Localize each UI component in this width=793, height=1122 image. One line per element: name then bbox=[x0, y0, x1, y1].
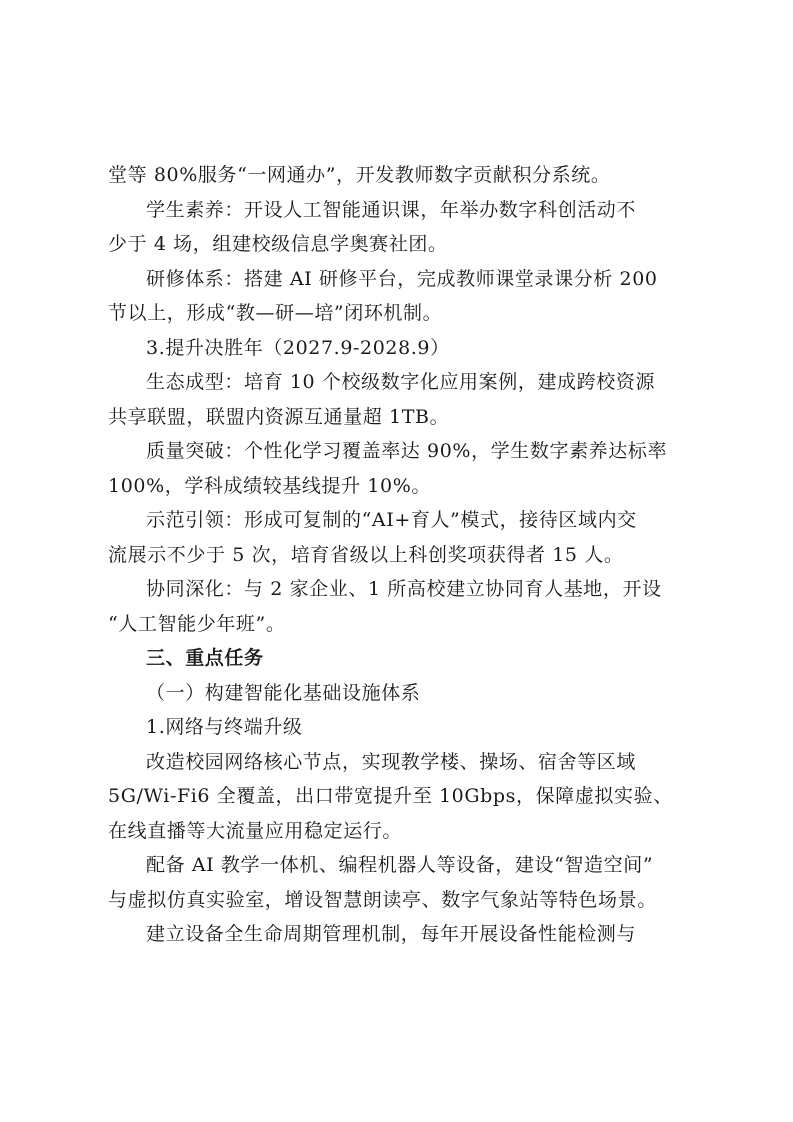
paragraph-start-line: 学生素养：开设人工智能通识课，年举办数字科创活动不 bbox=[146, 198, 637, 221]
text-line: 100%，学科成绩较基线提升 10%。 bbox=[108, 474, 431, 497]
text-line: 流展示不少于 5 次，培育省级以上科创奖项获得者 15 人。 bbox=[108, 543, 624, 566]
paragraph-start-line: 示范引领：形成可复制的“AI+育人”模式，接待区域内交 bbox=[146, 509, 637, 531]
paragraph-start-line: 研修体系：搭建 AI 研修平台，完成教师课堂录课分析 200 bbox=[146, 267, 658, 290]
paragraph-start-line: 建立设备全生命周期管理机制，每年开展设备性能检测与 bbox=[146, 923, 637, 945]
text-line: 节以上，形成“教—研—培”闭环机制。 bbox=[108, 302, 443, 324]
subsection-heading: （一）构建智能化基础设施体系 bbox=[146, 681, 421, 704]
paragraph-start-line: 改造校园网络核心节点，实现教学楼、操场、宿舍等区域 bbox=[146, 750, 637, 773]
paragraph-start-line: 质量突破：个性化学习覆盖率达 90%，学生数字素养达标率 bbox=[146, 440, 668, 462]
subsection-heading: 1.网络与终端升级 bbox=[146, 716, 303, 738]
document-body bbox=[108, 158, 688, 952]
section-heading: 三、重点任务 bbox=[146, 647, 264, 669]
subsection-heading: 3.提升决胜年（2027.9-2028.9） bbox=[146, 336, 450, 359]
text-line: 共享联盟，联盟内资源互通量超 1TB。 bbox=[108, 405, 450, 428]
text-line: 在线直播等大流量应用稳定运行。 bbox=[108, 819, 403, 842]
text-line: 5G/Wi-Fi6 全覆盖，出口带宽提升至 10Gbps，保障虚拟实验、 bbox=[108, 785, 673, 807]
text-line: “人工智能少年班”。 bbox=[108, 612, 286, 635]
text-line: 少于 4 场，组建校级信息学奥赛社团。 bbox=[108, 233, 448, 255]
text-line: 与虚拟仿真实验室，增设智慧朗读亭、数字气象站等特色场景。 bbox=[108, 888, 657, 911]
paragraph-start-line: 配备 AI 教学一体机、编程机器人等设备，建设“智造空间” bbox=[146, 854, 654, 876]
paragraph-start-line: 协同深化：与 2 家企业、1 所高校建立协同育人基地，开设 bbox=[146, 578, 662, 600]
text-line: 堂等 80%服务“一网通办”，开发教师数字贡献积分系统。 bbox=[108, 164, 611, 186]
paragraph-start-line: 生态成型：培育 10 个校级数字化应用案例，建成跨校资源 bbox=[146, 371, 656, 393]
